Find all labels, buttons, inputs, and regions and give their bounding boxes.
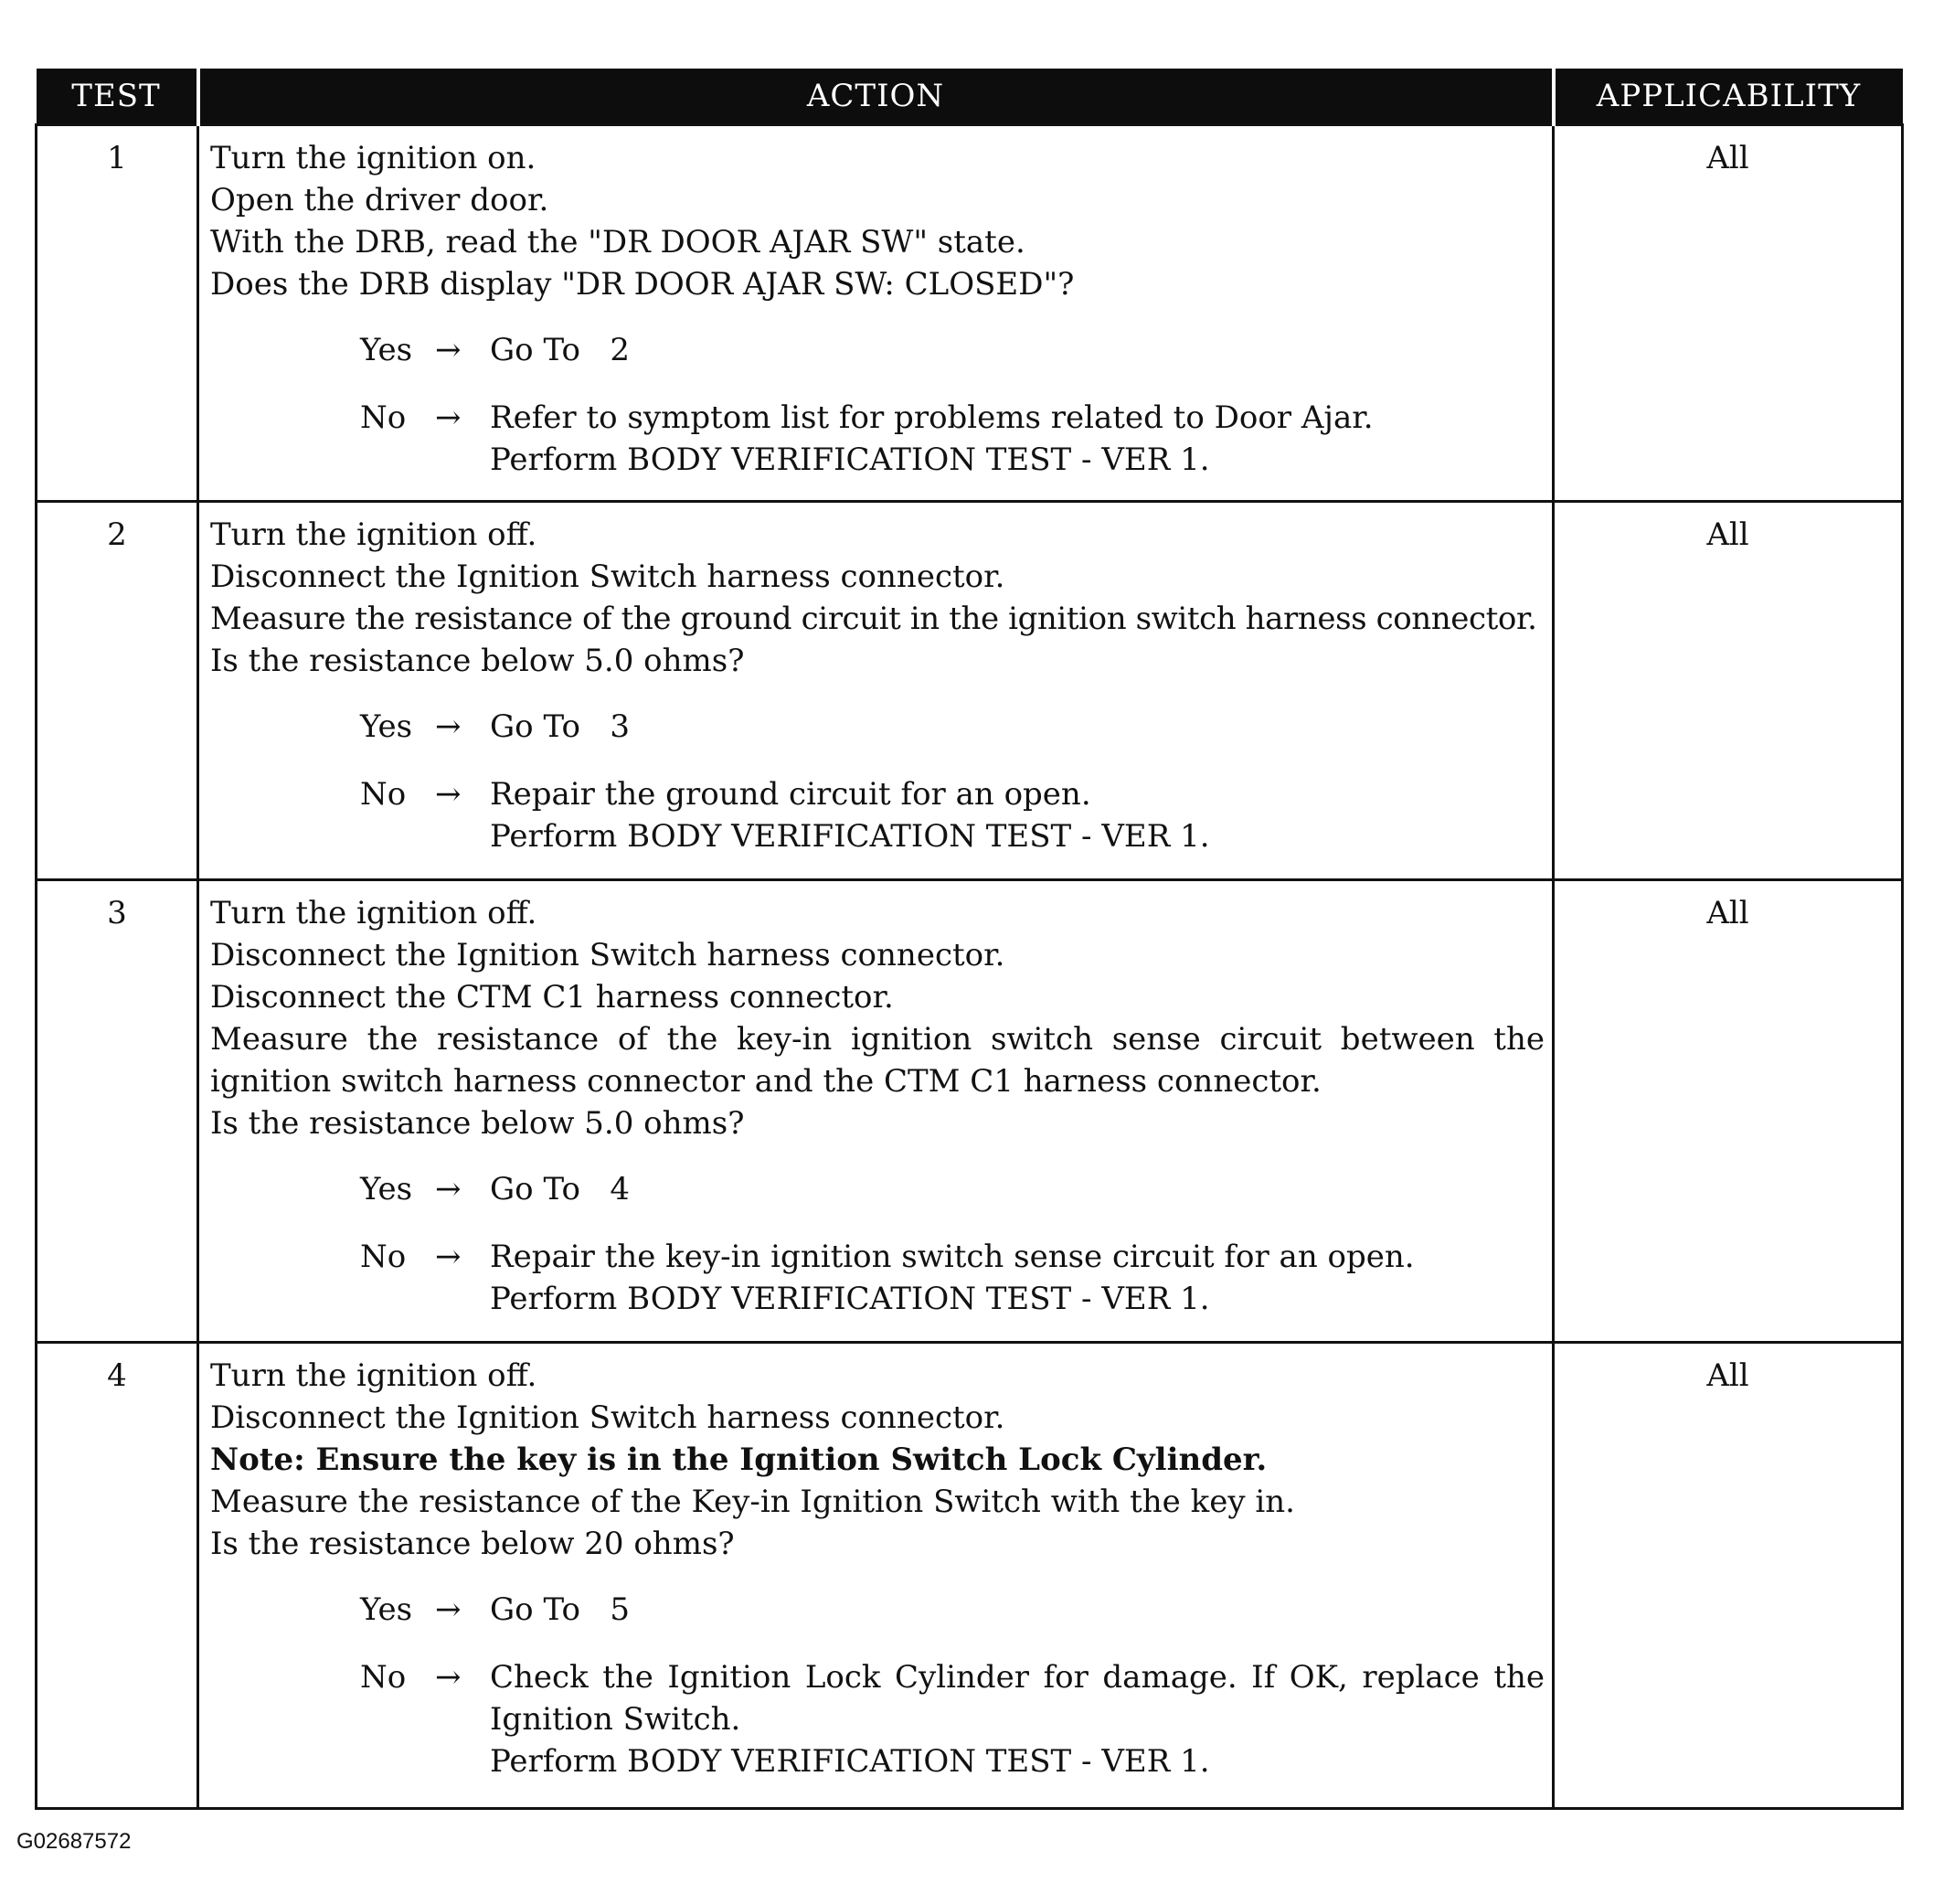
- figure-id: G02687572: [16, 1829, 132, 1854]
- action-step: Turn the ignition on.: [210, 140, 536, 176]
- right-arrow-icon: →: [435, 1171, 462, 1207]
- result-line: Go To 2: [490, 332, 630, 368]
- action-step: Open the driver door.: [210, 182, 549, 218]
- action-step: Is the resistance below 5.0 ohms?: [210, 1105, 745, 1142]
- outcome-no: [360, 773, 1545, 857]
- outcome-result: [490, 329, 1545, 371]
- outcome-result: [490, 1589, 1545, 1631]
- column-header-test: TEST: [37, 69, 198, 125]
- outcome-label: Yes: [360, 332, 413, 368]
- result-line: Repair the key-in ignition switch sense circuit for an open.: [490, 1239, 1415, 1275]
- column-header-applicability: APPLICABILITY: [1554, 69, 1903, 125]
- result-line: Check the Ignition Lock Cylinder for damage. If OK, replace the Ignition Switch.: [490, 1659, 1545, 1738]
- outcome-no: [360, 397, 1545, 481]
- column-header-action: ACTION: [198, 69, 1554, 125]
- test-action: [198, 1343, 1554, 1809]
- action-step: With the DRB, read the "DR DOOR AJAR SW" state.: [210, 224, 1025, 261]
- outcomes: [210, 706, 1545, 857]
- test-row-3: [37, 880, 1903, 1343]
- test-row-2: [37, 502, 1903, 880]
- action-note: Note: Ensure the key is in the Ignition Switch Lock Cylinder.: [210, 1441, 1268, 1478]
- result-line: Perform BODY VERIFICATION TEST - VER 1.: [490, 1743, 1210, 1780]
- action-step: Is the resistance below 5.0 ohms?: [210, 643, 745, 679]
- action-step: Turn the ignition off.: [210, 1357, 537, 1394]
- outcome-result: [490, 397, 1545, 481]
- outcome-result: [490, 773, 1545, 857]
- outcome-yes: [360, 706, 1545, 748]
- action-step: Does the DRB display "DR DOOR AJAR SW: CLOSED"?: [210, 266, 1075, 303]
- outcome-no: [360, 1656, 1545, 1782]
- test-number: 4: [37, 1343, 198, 1809]
- outcome-yes: [360, 329, 1545, 371]
- action-step: Disconnect the Ignition Switch harness connector.: [210, 558, 1005, 595]
- outcome-label: Yes: [360, 1591, 413, 1628]
- test-action: [198, 880, 1554, 1343]
- action-step: Measure the resistance of the Key-in Ignition Switch with the key in.: [210, 1484, 1295, 1520]
- outcomes: [210, 1168, 1545, 1320]
- result-line: Perform BODY VERIFICATION TEST - VER 1.: [490, 818, 1210, 855]
- right-arrow-icon: →: [435, 1239, 462, 1275]
- right-arrow-icon: →: [435, 399, 462, 436]
- outcome-result: [490, 1168, 1545, 1210]
- test-action: [198, 502, 1554, 880]
- result-line: Refer to symptom list for problems related to Door Ajar.: [490, 399, 1374, 436]
- test-applicability: All: [1554, 502, 1903, 880]
- diagnostic-test-table-container: [35, 69, 1904, 1810]
- outcome-result: [490, 1236, 1545, 1320]
- outcome-label: No: [360, 776, 407, 813]
- test-row-4: [37, 1343, 1903, 1809]
- test-number: 2: [37, 502, 198, 880]
- test-applicability: All: [1554, 880, 1903, 1343]
- result-line: Go To 3: [490, 708, 630, 745]
- outcome-result: [490, 1656, 1545, 1782]
- outcome-result: [490, 706, 1545, 748]
- outcome-label: No: [360, 1239, 407, 1275]
- test-applicability: All: [1554, 125, 1903, 502]
- outcome-no: [360, 1236, 1545, 1320]
- right-arrow-icon: →: [435, 1659, 462, 1696]
- test-action: [198, 125, 1554, 502]
- action-step: Disconnect the Ignition Switch harness connector.: [210, 1399, 1005, 1436]
- outcome-yes: [360, 1589, 1545, 1631]
- action-step: Turn the ignition off.: [210, 895, 537, 931]
- action-step: Disconnect the CTM C1 harness connector.: [210, 979, 894, 1016]
- outcome-label: Yes: [360, 708, 413, 745]
- test-applicability: All: [1554, 1343, 1903, 1809]
- outcomes: [210, 329, 1545, 481]
- outcome-yes: [360, 1168, 1545, 1210]
- action-step: Turn the ignition off.: [210, 516, 537, 553]
- result-line: Go To 5: [490, 1591, 630, 1628]
- test-number: 3: [37, 880, 198, 1343]
- result-line: Perform BODY VERIFICATION TEST - VER 1.: [490, 1281, 1210, 1317]
- right-arrow-icon: →: [435, 1591, 462, 1628]
- result-line: Go To 4: [490, 1171, 630, 1207]
- table-header-row: [37, 69, 1903, 125]
- outcome-label: Yes: [360, 1171, 413, 1207]
- result-line: Perform BODY VERIFICATION TEST - VER 1.: [490, 441, 1210, 478]
- action-step: Measure the resistance of the key-in ignition switch sense circuit between the ignition switch harness connector and the CTM C1 harness connector.: [210, 1021, 1545, 1100]
- right-arrow-icon: →: [435, 332, 462, 368]
- outcomes: [210, 1589, 1545, 1782]
- test-row-1: [37, 125, 1903, 502]
- action-step: Disconnect the Ignition Switch harness connector.: [210, 937, 1005, 973]
- action-step: Is the resistance below 20 ohms?: [210, 1526, 735, 1562]
- result-line: Repair the ground circuit for an open.: [490, 776, 1091, 813]
- action-step: Measure the resistance of the ground circuit in the ignition switch harness connector.: [210, 601, 1537, 637]
- outcome-label: No: [360, 399, 407, 436]
- test-number: 1: [37, 125, 198, 502]
- right-arrow-icon: →: [435, 776, 462, 813]
- diagnostic-test-table: [35, 69, 1904, 1810]
- outcome-label: No: [360, 1659, 407, 1696]
- right-arrow-icon: →: [435, 708, 462, 745]
